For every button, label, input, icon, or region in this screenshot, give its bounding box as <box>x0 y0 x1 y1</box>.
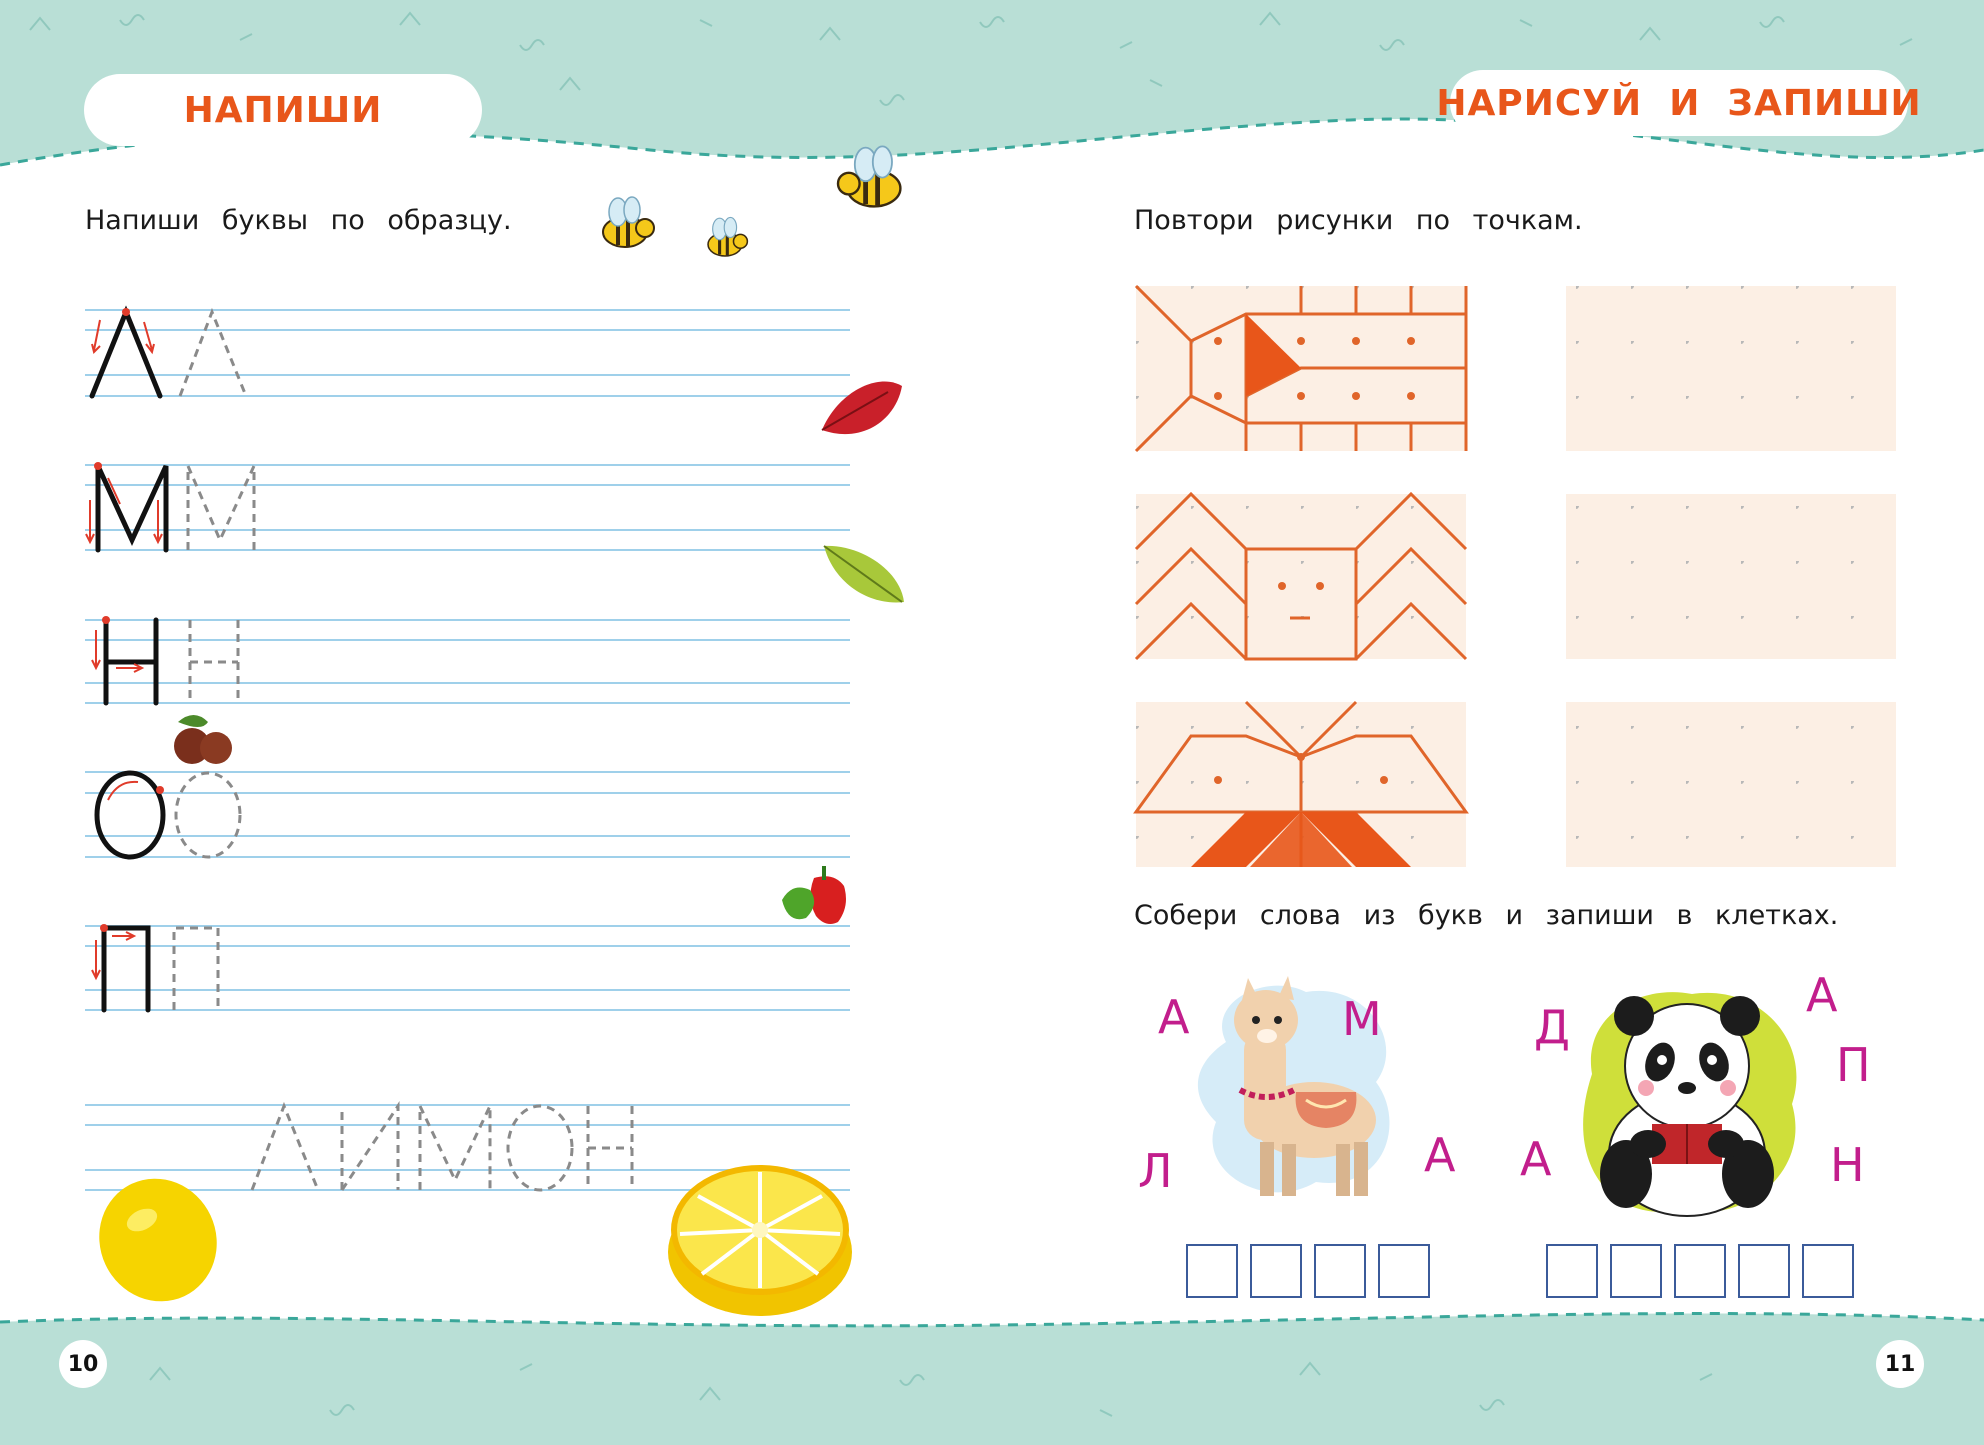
llama-letter-a1: А <box>1158 990 1190 1044</box>
panda-letter-a2: А <box>1520 1132 1552 1186</box>
leaf-icon <box>820 540 908 610</box>
words-instruction: Собери слова из букв и запиши в клетках. <box>1134 900 1839 931</box>
answer-cell[interactable] <box>1610 1244 1662 1298</box>
panda-icon <box>1562 984 1812 1224</box>
leaf-icon <box>818 372 906 444</box>
panda-letter-a1: А <box>1806 968 1838 1022</box>
lemon-icon <box>92 1170 228 1306</box>
panda-letter-p: П <box>1836 1038 1871 1092</box>
left-instruction: Напиши буквы по образцу. <box>85 205 512 236</box>
page-number-right: 11 <box>1876 1340 1924 1388</box>
hazelnut-icon <box>168 708 238 770</box>
answer-cell[interactable] <box>1738 1244 1790 1298</box>
answer-cell[interactable] <box>1314 1244 1366 1298</box>
panda-letter-n: Н <box>1830 1138 1865 1192</box>
right-header-label: НАРИСУЙ И ЗАПИШИ <box>1436 82 1922 124</box>
lemon-icon <box>662 1156 858 1322</box>
right-header <box>1436 70 1922 136</box>
llama-letter-m: М <box>1342 992 1382 1046</box>
writing-area <box>0 0 900 1300</box>
left-header-label: НАПИШИ <box>183 89 383 131</box>
answer-cell[interactable] <box>1378 1244 1430 1298</box>
draw-instruction: Повтори рисунки по точкам. <box>1134 205 1583 236</box>
page-number-left: 10 <box>59 1340 107 1388</box>
llama-letter-l: Л <box>1138 1144 1173 1198</box>
answer-cell[interactable] <box>1674 1244 1726 1298</box>
drawing-area <box>1120 270 1920 880</box>
bottom-band <box>0 1300 1984 1445</box>
answer-cell[interactable] <box>1802 1244 1854 1298</box>
letter-sample-l <box>92 312 160 396</box>
answer-cell[interactable] <box>1546 1244 1598 1298</box>
llama-letter-a2: А <box>1424 1128 1456 1182</box>
answer-cell[interactable] <box>1186 1244 1238 1298</box>
answer-cell[interactable] <box>1250 1244 1302 1298</box>
panda-letter-d: Д <box>1534 1000 1570 1054</box>
pepper-icon <box>778 858 854 928</box>
